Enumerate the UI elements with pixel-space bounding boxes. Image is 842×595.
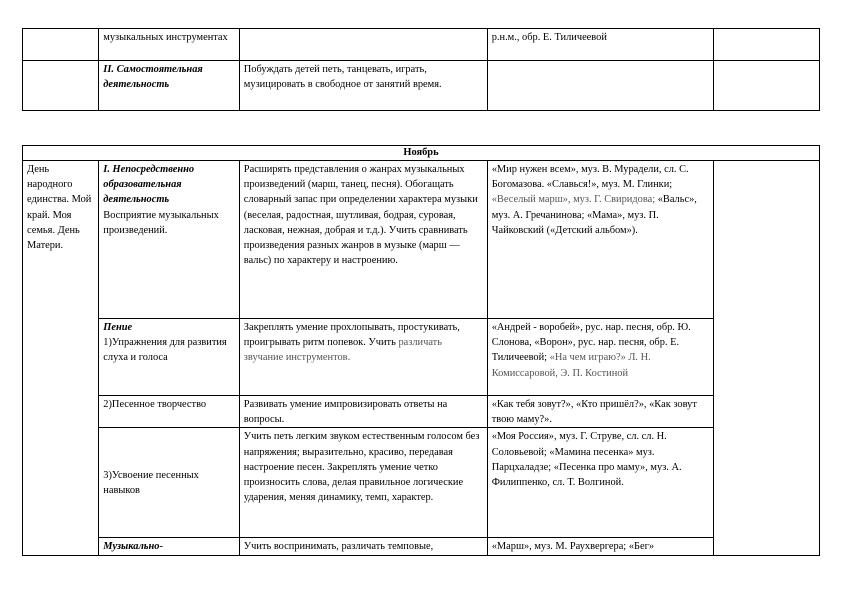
form-cell bbox=[99, 29, 240, 61]
tasks-cell bbox=[239, 396, 487, 428]
tasks-cell bbox=[239, 29, 487, 61]
repertoire-cell bbox=[487, 29, 713, 61]
tasks-cell bbox=[239, 538, 487, 555]
form-cell bbox=[99, 396, 240, 428]
table-row bbox=[23, 61, 820, 111]
theme-cell bbox=[23, 161, 99, 556]
form-text: 3)Усвоение песенных навыков bbox=[103, 470, 199, 497]
theme-text: День народного единства. Мой край. Моя семья. День Матери. bbox=[27, 164, 92, 252]
theme-cell bbox=[23, 29, 99, 61]
tasks-text: Закреплять умение прохлопывать, простукивать, проигрывать ритм попевок. Учить bbox=[243, 322, 460, 349]
table-row bbox=[23, 396, 820, 428]
table-row bbox=[23, 161, 820, 319]
repertoire-text: «Вальс», муз. А. Гречанинова; «Мама», муз. П. Чайковский («Детский альбом»). bbox=[491, 194, 697, 236]
form-text: музыкальных инструментах bbox=[103, 32, 228, 43]
repertoire-text: «Моя Россия», муз. Г. Струве, сл. сл. Н. Соловьевой; «Мамина песенка» муз. Парцхаладзе; «Песенка про маму», муз. А. Филиппенко, сл. Т. Волгиной. bbox=[491, 431, 682, 489]
repertoire-text: «Андрей - воробей», рус. нар. песня, обр. Ю. Слонова, «Ворон», рус. нар. песня, обр. Е. Тиличеевой; bbox=[491, 322, 691, 364]
form-text: II. Самостоятельная деятельность bbox=[103, 64, 203, 91]
repertoire-cell bbox=[487, 319, 713, 396]
tasks-cell bbox=[239, 428, 487, 538]
repertoire-cell bbox=[487, 428, 713, 538]
top-table bbox=[22, 28, 820, 111]
tasks-text: различать звучание инструментов. bbox=[243, 337, 442, 364]
tasks-cell bbox=[239, 61, 487, 111]
table-row bbox=[23, 319, 820, 396]
month-header-row bbox=[23, 146, 820, 161]
tasks-cell bbox=[239, 319, 487, 396]
form-title: Пение bbox=[103, 322, 133, 333]
tasks-cell bbox=[239, 161, 487, 319]
tasks-text: Расширять представления о жанрах музыкальных произведений (марш, танец, песня). Обогащать словарный запас при определении характера музыки (веселая, радостная, шутливая, бодрая, суровая, ласковая, нежная, добрая и т.д.). Учить сравнивать произведения разных жанров в музыке (марш — вальс) по характеру и настроению. bbox=[243, 164, 478, 267]
form-text: 2)Песенное творчество bbox=[103, 399, 207, 410]
repertoire-text: «Марш», муз. М. Раухвергера; «Бег» bbox=[491, 541, 655, 553]
repertoire-cell bbox=[487, 538, 713, 555]
table-row bbox=[23, 29, 820, 61]
form-subtitle: Восприятие музыкальных произведений. bbox=[103, 209, 219, 236]
form-subtitle: 1)Упражнения для развития слуха и голоса bbox=[103, 337, 227, 364]
november-table bbox=[22, 145, 820, 556]
repertoire-text: «Мир нужен всем», муз. В. Мурадели, сл. С. Богомазова. «Славься!», муз. М. Глинки; bbox=[491, 164, 689, 191]
tasks-text: Развивать умение импровизировать ответы на вопросы. bbox=[243, 399, 448, 426]
form-cell bbox=[99, 319, 240, 396]
tasks-text: Побуждать детей петь, танцевать, играть, музицировать в свободное от занятий время. bbox=[243, 64, 442, 91]
form-cell bbox=[99, 428, 240, 538]
month-title: Ноябрь bbox=[23, 146, 820, 161]
repertoire-text: «Веселый марш», муз. Г. Свиридова; bbox=[491, 194, 658, 206]
extra-cell bbox=[713, 29, 819, 61]
repertoire-cell bbox=[487, 61, 713, 111]
extra-cell bbox=[713, 61, 819, 111]
theme-cell bbox=[23, 61, 99, 111]
repertoire-text: «Как тебя зовут?», «Кто пришёл?», «Как зовут твою маму?». bbox=[491, 399, 697, 426]
form-cell bbox=[99, 538, 240, 555]
form-text: Музыкально- bbox=[103, 541, 163, 553]
tasks-text: Учить петь легким звуком естественным голосом без напряжения; выразительно, красиво, передавая настроение песен. Закреплять умение четко произносить слова, делая правильное логические ударения, меняя динамику, темп, характер. bbox=[243, 431, 480, 504]
extra-cell bbox=[713, 161, 819, 556]
repertoire-text: «На чем играю?» Л. Н. Комиссаровой, Э. П. Костиной bbox=[491, 352, 651, 379]
table-row bbox=[23, 428, 820, 538]
tasks-text: Учить воспринимать, различать темповые, bbox=[243, 541, 434, 553]
form-cell bbox=[99, 61, 240, 111]
repertoire-text: р.н.м., обр. Е. Тиличеевой bbox=[491, 32, 607, 43]
repertoire-cell bbox=[487, 161, 713, 319]
table-row bbox=[23, 538, 820, 555]
repertoire-cell bbox=[487, 396, 713, 428]
form-title: I. Непосредственно образовательная деятельность bbox=[103, 164, 195, 206]
form-cell bbox=[99, 161, 240, 319]
